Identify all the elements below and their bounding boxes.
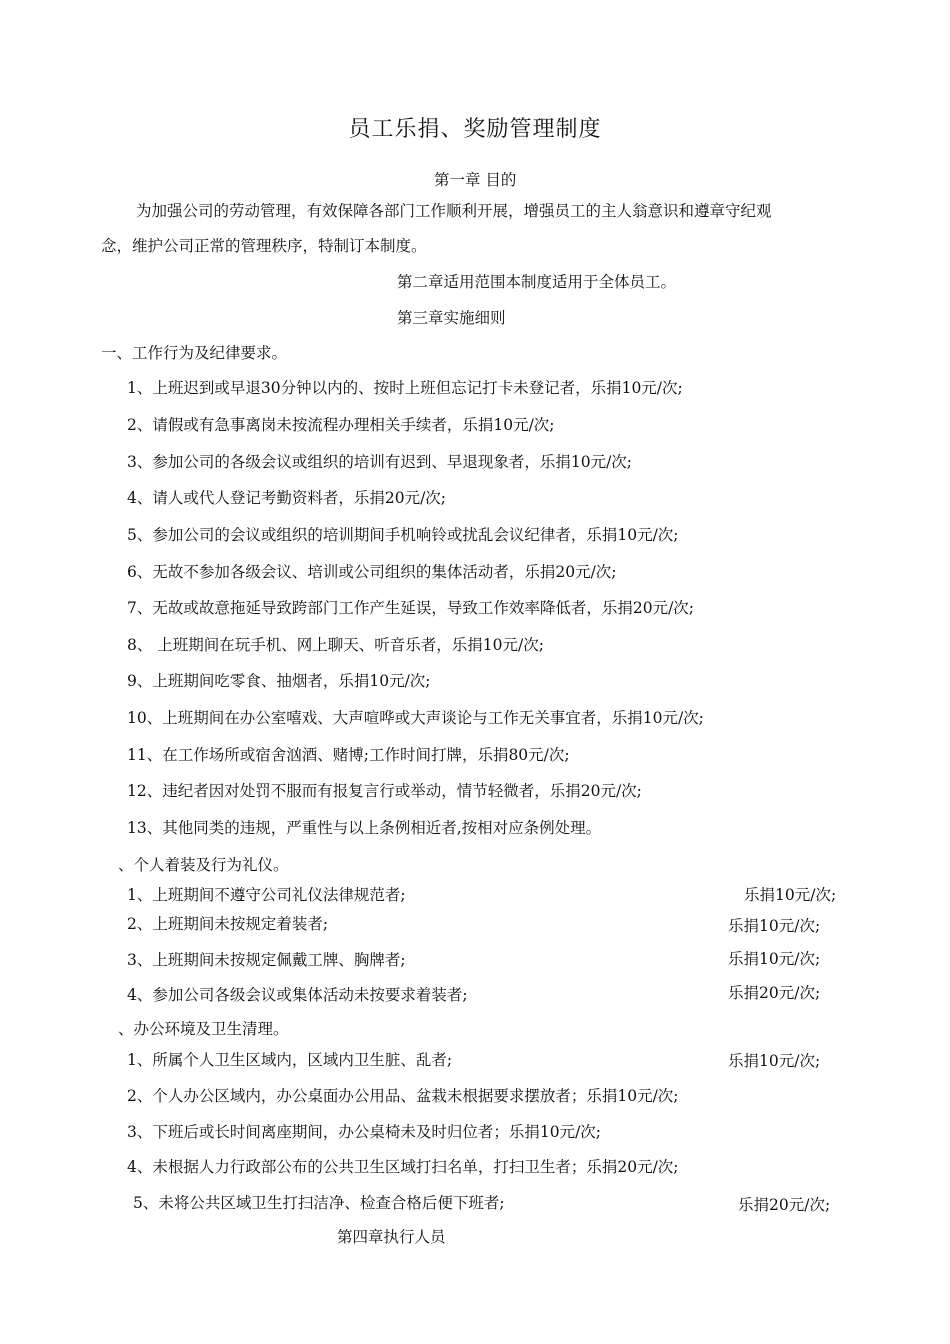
section2-item: 4、参加公司各级会议或集体活动未按要求着装者;	[127, 986, 468, 1004]
section1-item: 11、在工作场所或宿舍汹酒、赌博;工作时间打牌，乐捐80元/次;	[127, 746, 570, 764]
section1-item: 9、上班期间吃零食、抽烟者，乐捐10元/次;	[127, 672, 431, 690]
section1-item: 13、其他同类的违规，严重性与以上条例相近者,按相对应条例处理。	[127, 819, 602, 837]
section3-item: 2、个人办公区域内，办公桌面办公用品、盆栽未根据要求摆放者；乐捐10元/次;	[127, 1087, 679, 1105]
section1-item: 6、无故不参加各级会议、培训或公司组织的集体活动者，乐捐20元/次;	[127, 563, 617, 581]
section2-item: 3、上班期间未按规定佩戴工牌、胸牌者;	[127, 951, 406, 969]
section2-heading: 、个人着装及行为礼仪。	[118, 856, 289, 874]
chapter1-paragraph-line1: 为加强公司的劳动管理，有效保障各部门工作顺利开展，增强员工的主人翁意识和遵章守纪观	[136, 202, 772, 220]
chapter1-heading: 第一章 目的	[434, 171, 517, 189]
section3-item: 1、所属个人卫生区域内，区域内卫生脏、乱者;	[127, 1051, 453, 1069]
chapter3-heading: 第三章实施细则	[397, 309, 506, 327]
chapter1-paragraph-line2: 念，维护公司正常的管理秩序，特制订本制度。	[101, 237, 427, 255]
section2-item-amount: 乐捐10元/次;	[744, 886, 837, 904]
section1-item: 5、参加公司的会议或组织的培训期间手机响铃或扰乱会议纪律者，乐捐10元/次;	[127, 526, 679, 544]
section2-item-amount: 乐捐20元/次;	[728, 984, 821, 1002]
section3-item-amount: 乐捐20元/次;	[738, 1196, 831, 1214]
section3-heading: 、办公环境及卫生清理。	[118, 1020, 289, 1038]
section1-item: 12、违纪者因对处罚不服而有报复言行或举动，情节轻微者，乐捐20元/次;	[127, 782, 642, 800]
section2-item-amount: 乐捐10元/次;	[728, 950, 821, 968]
section3-item-amount: 乐捐10元/次;	[728, 1052, 821, 1070]
section1-item: 4、请人或代人登记考勤资料者，乐捐20元/次;	[127, 489, 447, 507]
section3-item: 5、未将公共区域卫生打扫洁净、检查合格后便下班者;	[133, 1194, 505, 1212]
section3-item: 3、下班后或长时间离座期间，办公桌椅未及时归位者；乐捐10元/次;	[127, 1123, 602, 1141]
section1-item: 8、 上班期间在玩手机、网上聊天、听音乐者，乐捐10元/次;	[127, 636, 544, 654]
section3-item: 4、未根据人力行政部公布的公共卫生区域打扫名单，打扫卫生者；乐捐20元/次;	[127, 1158, 679, 1176]
chapter2-heading: 第二章适用范围本制度适用于全体员工。	[397, 273, 677, 291]
section1-item: 2、请假或有急事离岗未按流程办理相关手续者，乐捐10元/次;	[127, 416, 555, 434]
section1-heading: 一、工作行为及纪律要求。	[101, 344, 288, 362]
chapter4-heading: 第四章执行人员	[337, 1228, 446, 1246]
section1-item: 3、参加公司的各级会议或组织的培训有迟到、早退现象者，乐捐10元/次;	[127, 453, 633, 471]
section1-item: 1、上班迟到或早退30分钟以内的、按时上班但忘记打卡未登记者，乐捐10元/次;	[127, 379, 683, 397]
section2-item: 2、上班期间未按规定着装者;	[127, 915, 329, 933]
section1-item: 7、无故或故意拖延导致跨部门工作产生延误，导致工作效率降低者，乐捐20元/次;	[127, 599, 695, 617]
section1-item: 10、上班期间在办公室嘻戏、大声喧哗或大声谈论与工作无关事宜者，乐捐10元/次;	[127, 709, 704, 727]
section2-item-amount: 乐捐10元/次;	[728, 917, 821, 935]
section2-item: 1、上班期间不遵守公司礼仪法律规范者;	[127, 886, 406, 904]
document-title: 员工乐捐、奖励管理制度	[348, 117, 602, 142]
